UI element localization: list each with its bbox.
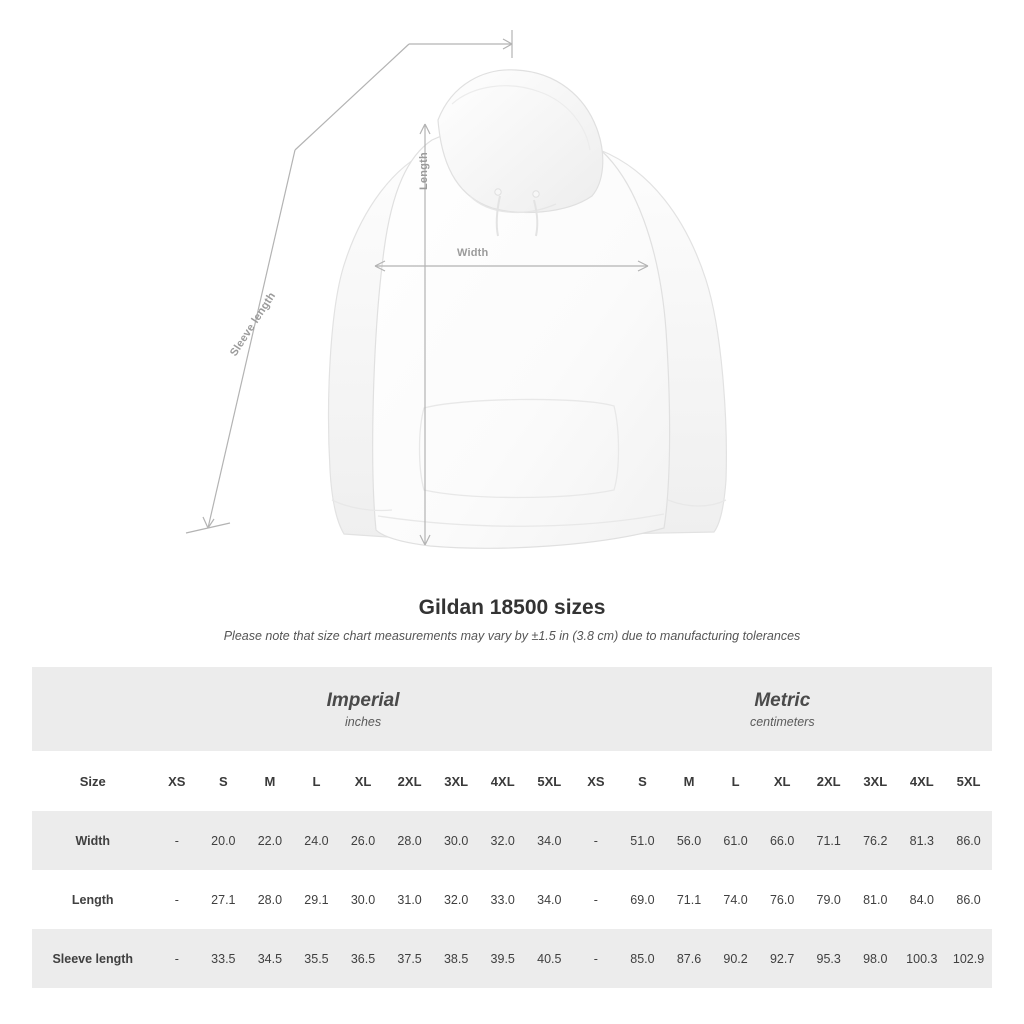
tolerance-note: Please note that size chart measurements may vary by ±1.5 in (3.8 cm) due to manufacturing tolerances	[223, 629, 801, 643]
cell-sleeve-metric-4xl: 100.3	[899, 929, 946, 988]
cell-sleeve-imperial-2xl: 37.5	[386, 929, 433, 988]
size-header-imperial-xs: XS	[154, 751, 201, 811]
size-header-metric-xs: XS	[573, 751, 620, 811]
cell-length-imperial-l: 29.1	[293, 870, 340, 929]
cell-sleeve-metric-xs: -	[573, 929, 620, 988]
size-header-imperial-5xl: 5XL	[526, 751, 573, 811]
cell-length-metric-4xl: 84.0	[899, 870, 946, 929]
cell-length-imperial-5xl: 34.0	[526, 870, 573, 929]
size-header-metric-xl: XL	[759, 751, 806, 811]
title-block	[0, 596, 1024, 643]
width-dimension-label: Width	[457, 247, 489, 259]
cell-width-metric-m: 56.0	[666, 811, 713, 870]
cell-sleeve-metric-3xl: 98.0	[852, 929, 899, 988]
size-table-wrapper	[32, 667, 992, 988]
size-header-imperial-l: L	[293, 751, 340, 811]
metric-header	[573, 667, 992, 751]
cell-length-metric-2xl: 79.0	[805, 870, 852, 929]
cell-sleeve-imperial-l: 35.5	[293, 929, 340, 988]
hoodie-body	[329, 70, 727, 548]
cell-sleeve-metric-xl: 92.7	[759, 929, 806, 988]
cell-width-metric-4xl: 81.3	[899, 811, 946, 870]
page-title: Gildan 18500 sizes	[418, 596, 606, 619]
cell-length-imperial-2xl: 31.0	[386, 870, 433, 929]
size-header-imperial-2xl: 2XL	[386, 751, 433, 811]
cell-length-metric-3xl: 81.0	[852, 870, 899, 929]
sleeve-length-dimension-label: Sleeve length	[228, 290, 279, 359]
corner-cell	[32, 667, 154, 751]
table-row	[32, 811, 992, 870]
size-header-imperial-xl: XL	[340, 751, 387, 811]
cell-sleeve-imperial-m: 34.5	[247, 929, 294, 988]
system-header-row	[32, 667, 992, 751]
cell-length-imperial-4xl: 33.0	[479, 870, 526, 929]
size-chart-table	[32, 667, 992, 988]
metric-name: Metric	[754, 689, 811, 711]
size-header-metric-4xl: 4XL	[899, 751, 946, 811]
table-row	[32, 870, 992, 929]
cell-length-imperial-xs: -	[154, 870, 201, 929]
cell-width-imperial-l: 24.0	[293, 811, 340, 870]
size-header-imperial-m: M	[247, 751, 294, 811]
length-dimension-label: Length	[418, 152, 430, 190]
table-row	[32, 929, 992, 988]
cell-width-metric-xs: -	[573, 811, 620, 870]
cell-sleeve-metric-l: 90.2	[712, 929, 759, 988]
imperial-unit: inches	[344, 715, 382, 730]
cell-length-metric-l: 74.0	[712, 870, 759, 929]
cell-sleeve-metric-s: 85.0	[619, 929, 666, 988]
cell-width-imperial-2xl: 28.0	[386, 811, 433, 870]
cell-width-imperial-s: 20.0	[200, 811, 247, 870]
row-label-length: Length	[32, 870, 154, 929]
cell-sleeve-imperial-5xl: 40.5	[526, 929, 573, 988]
size-header-row	[32, 751, 992, 811]
size-header-imperial-4xl: 4XL	[479, 751, 526, 811]
cell-length-metric-xs: -	[573, 870, 620, 929]
cell-width-imperial-xl: 26.0	[340, 811, 387, 870]
size-header-imperial-s: S	[200, 751, 247, 811]
size-label-cell: Size	[32, 751, 154, 811]
cell-width-metric-3xl: 76.2	[852, 811, 899, 870]
cell-sleeve-metric-5xl: 102.9	[945, 929, 992, 988]
cell-sleeve-metric-m: 87.6	[666, 929, 713, 988]
cell-sleeve-imperial-xl: 36.5	[340, 929, 387, 988]
cell-width-imperial-3xl: 30.0	[433, 811, 480, 870]
cell-width-imperial-m: 22.0	[247, 811, 294, 870]
cell-width-metric-xl: 66.0	[759, 811, 806, 870]
imperial-header	[154, 667, 573, 751]
cell-length-imperial-3xl: 32.0	[433, 870, 480, 929]
cell-width-imperial-5xl: 34.0	[526, 811, 573, 870]
cell-length-metric-xl: 76.0	[759, 870, 806, 929]
cell-length-metric-s: 69.0	[619, 870, 666, 929]
cell-width-metric-2xl: 71.1	[805, 811, 852, 870]
size-header-metric-m: M	[666, 751, 713, 811]
row-label-sleeve-length: Sleeve length	[32, 929, 154, 988]
cell-width-imperial-xs: -	[154, 811, 201, 870]
cell-length-imperial-m: 28.0	[247, 870, 294, 929]
cell-length-metric-m: 71.1	[666, 870, 713, 929]
size-header-metric-2xl: 2XL	[805, 751, 852, 811]
size-header-metric-5xl: 5XL	[945, 751, 992, 811]
cell-sleeve-imperial-3xl: 38.5	[433, 929, 480, 988]
cell-width-metric-5xl: 86.0	[945, 811, 992, 870]
imperial-name: Imperial	[326, 689, 400, 711]
cell-length-metric-5xl: 86.0	[945, 870, 992, 929]
cell-sleeve-imperial-xs: -	[154, 929, 201, 988]
row-label-width: Width	[32, 811, 154, 870]
size-header-metric-l: L	[712, 751, 759, 811]
size-header-imperial-3xl: 3XL	[433, 751, 480, 811]
size-header-metric-3xl: 3XL	[852, 751, 899, 811]
cell-length-imperial-s: 27.1	[200, 870, 247, 929]
cell-sleeve-metric-2xl: 95.3	[805, 929, 852, 988]
cell-width-metric-s: 51.0	[619, 811, 666, 870]
size-header-metric-s: S	[619, 751, 666, 811]
metric-unit: centimeters	[749, 715, 815, 730]
cell-sleeve-imperial-s: 33.5	[200, 929, 247, 988]
cell-width-imperial-4xl: 32.0	[479, 811, 526, 870]
cell-length-imperial-xl: 30.0	[340, 870, 387, 929]
cell-sleeve-imperial-4xl: 39.5	[479, 929, 526, 988]
cell-width-metric-l: 61.0	[712, 811, 759, 870]
